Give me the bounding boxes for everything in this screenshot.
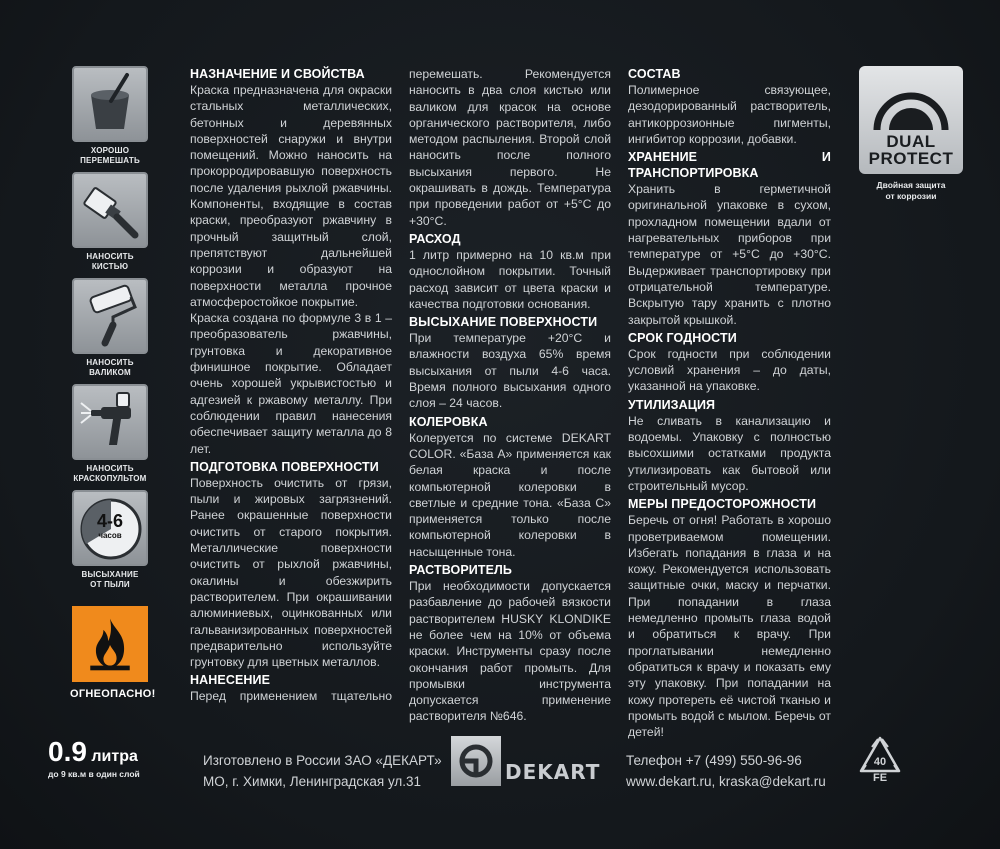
roller-caption: НАНОСИТЬ ВАЛИКОМ: [86, 358, 134, 377]
recycle-number: 40: [873, 756, 887, 768]
tinting-text: Колеруется по системе DEKART COLOR. «База А» применяется как белая краска и после компьютерной колеровки в светлые и средние тона. «База С» применяется только после компьютерной колеровки в насыщенные тона.: [409, 430, 611, 559]
clock-time: 4-6: [96, 511, 123, 531]
application-text-start: Перед применением тщательно: [190, 689, 392, 704]
flammable-block: [70, 606, 156, 700]
brush-block: [70, 172, 150, 272]
dual-word: DUAL: [886, 132, 936, 151]
disposal-text: Не сливать в канализацию и водоемы. Упаковку с полностью высохшими остатками продукта утилизировать как бытовой или строительный мусор.: [628, 413, 831, 493]
dekart-logo: [451, 736, 611, 792]
drying-block: [70, 490, 150, 590]
contact-info: [626, 750, 826, 792]
drying-text: При температуре +20°C и влажности воздуха 65% время высыхания от пыли 4-6 часа. Время полного высыхания одного слоя – 24 часов.: [409, 331, 611, 411]
text-column-3: [628, 66, 831, 740]
storage-text: Хранить в герметичной оригинальной упаковке в сухом, прохладном помещении вдали от нагревательных приборов при температуре от +5°C до +30°C. Выдерживает транспортировку при отрицательной температуре. Вскрытую тару хранить с плотно закрытой крышкой.: [628, 182, 831, 327]
heading-solvent: РАСТВОРИТЕЛЬ: [409, 563, 512, 578]
spray-block: [70, 384, 150, 484]
heading-disposal: УТИЛИЗАЦИЯ: [628, 397, 716, 412]
manufacturer-line-1: Изготовлено в России ЗАО «ДЕКАРТ»: [203, 753, 442, 768]
dual-protect-badge: [859, 66, 963, 202]
recycle-icon: [858, 735, 902, 775]
heading-application: НАНЕСЕНИЕ: [190, 673, 271, 688]
heading-precautions: МЕРЫ ПРЕДОСТОРОЖНОСТИ: [628, 497, 817, 512]
heading-surface-prep: ПОДГОТОВКА ПОВЕРХНОСТИ: [190, 459, 379, 474]
precautions-text: Беречь от огня! Работать в хорошо проветриваемом помещении. Избегать попадания в глаза и на кожу. Рекомендуется использовать защитные очки, маску и перчатки. При попадании в глаза немедленно промыть глаза водой и обратиться к врачу. При проглатывании немедленно обратиться к врачу и показать ему эту упаковку. При попадании на кожу протереть её чистой тканью и промыть водой с мылом. Беречь от детей!: [628, 513, 831, 740]
heading-composition: СОСТАВ: [628, 67, 681, 81]
recycle-label: FE: [872, 772, 888, 784]
stir-caption: ХОРОШО ПЕРЕМЕШАТЬ: [80, 146, 140, 165]
dekart-logo-icon: [451, 736, 501, 786]
dual-protect-caption: Двойная защита от коррозии: [876, 180, 946, 201]
application-text-cont: перемешать. Рекомендуется наносить в два слоя кистью или валиком для красок на основе органического растворителя, либо методом распыления. Второй слой наносить после полного высыхания первого. Не окрашивать в дождь. Температура при проведении работ от +5°C до +30°C.: [409, 67, 611, 228]
clock-icon: [72, 490, 148, 566]
consumption-text: 1 литр примерно на 10 кв.м при однослойном покрытии. Точный расход зависит от цвета краски и качества подготовки основания.: [409, 247, 611, 311]
spray-gun-icon: [72, 384, 148, 460]
heading-shelf-life: СРОК ГОДНОСТИ: [628, 330, 737, 345]
heading-storage: ХРАНЕНИЕ И ТРАНСПОРТИРОВКА: [628, 150, 831, 181]
heading-drying: ВЫСЫХАНИЕ ПОВЕРХНОСТИ: [409, 315, 598, 330]
heading-purpose: НАЗНАЧЕНИЕ И СВОЙСТВА: [190, 67, 365, 81]
solvent-text: При необходимости допускается разбавление до рабочей вязкости растворителем HUSKY KLONDIKE не более чем на 10% от объема краски. Инструменты сразу после окончания работ промыть. Для промывки инструмента допускается применение растворителя №646.: [409, 579, 611, 724]
composition-text: Полимерное связующее, дезодорированный растворитель, антикоррозионные пигменты, ингибитор коррозии, добавки.: [628, 83, 831, 146]
shelf-life-text: Срок годности при соблюдении условий хранения – до даты, указанной на упаковке.: [628, 346, 831, 394]
heading-consumption: РАСХОД: [409, 231, 461, 246]
heading-tinting: КОЛЕРОВКА: [409, 414, 488, 429]
web-email-text: www.dekart.ru, kraska@dekart.ru: [626, 774, 826, 789]
phone-text: Телефон +7 (499) 550-96-96: [626, 753, 802, 768]
stir-icon: [72, 66, 148, 142]
protect-word: PROTECT: [868, 149, 954, 168]
spray-caption: НАНОСИТЬ КРАСКОПУЛЬТОМ: [73, 464, 147, 483]
purpose-text-1: Краска предназначена для окраски стальных металлических, бетонных и деревянных поверхностей снаружи и внутри помещений. Можно наносить на прокорродировавшую поверхность после удаления рыхлой ржавчины. Компоненты, входящие в состав краски, преобразуют ржавчину в прочный защитный слой, препятствуют дальнейшей коррозии и образуют на поверхности металла прочное атмосферостойкое покрытие.: [190, 83, 392, 309]
surface-prep-text: Поверхность очистить от грязи, пыли и жировых загрязнений. Ранее окрашенные поверхности очистить от старого покрытия. Металлические поверхности очистить от рыхлой ржавчины, окалины и обезжирить растворителем. При окрашивании алюминиевых, оцинкованных или гальванизированных поверхностей предварительно используйте грунтовку для цветных металлов.: [190, 475, 392, 670]
drying-caption: ВЫСЫХАНИЕ ОТ ПЫЛИ: [81, 570, 139, 589]
volume-number: 0.9: [48, 736, 87, 767]
manufacturer-line-2: МО, г. Химки, Ленинградская ул.31: [203, 774, 422, 789]
dekart-logo-word: DEKART: [505, 760, 601, 784]
coverage-text: до 9 кв.м в один слой: [48, 769, 140, 779]
clock-unit: часов: [98, 531, 122, 540]
dual-protect-icon: [859, 66, 963, 174]
purpose-text-2: Краска создана по формуле 3 в 1 – преобразователь ржавчины, грунтовка и декоративное финишное покрытие. Обладает очень хорошей укрывистостью и адгезией к ржавому металлу. При соблюдении правил нанесения обеспечивает защиту металла до 8 лет.: [190, 311, 392, 456]
brush-icon: [72, 172, 148, 248]
text-column-1: [190, 66, 392, 705]
flame-icon: [72, 606, 148, 682]
roller-block: [70, 278, 150, 378]
volume-info: [48, 737, 158, 779]
manufacturer-info: [203, 750, 442, 792]
roller-icon: [72, 278, 148, 354]
text-column-2: [409, 66, 611, 725]
volume-unit: литра: [91, 748, 138, 765]
brush-caption: НАНОСИТЬ КИСТЬЮ: [86, 252, 134, 271]
stir-block: [70, 66, 150, 166]
recycle-mark: [858, 735, 902, 785]
flammable-caption: ОГНЕОПАСНО!: [70, 688, 156, 700]
